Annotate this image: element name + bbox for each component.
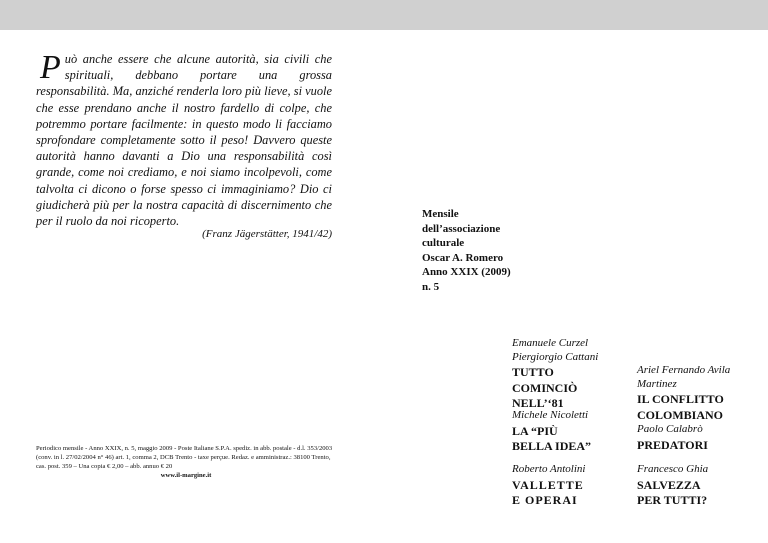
article-author: Michele Nicoletti xyxy=(512,409,589,421)
masthead-line: n. 5 xyxy=(422,280,440,293)
masthead-line: Anno XXIX (2009) xyxy=(422,266,511,279)
quote-attribution: (Franz Jägerstätter, 1941/42) xyxy=(202,228,332,240)
toc-entry[interactable] xyxy=(512,337,627,412)
toc-entry[interactable] xyxy=(637,463,762,509)
imprint-text: Periodico mensile - Anno XXIX, n. 5, maggio 2009 - Poste Italiane S.P.A. spediz. in abb. postale - d.l. 353/2003 (conv. in l. 27/02/2004 n° 46) art. 1, comma 2, DCB Trento - taxe perçue. Redaz. e amministraz.: 38100 Trento, cas. post. 359 – Una copia € 2,00 – abb. annuo € 20 xyxy=(36,445,333,470)
article-author: Martinez xyxy=(637,377,677,390)
article-title: SALVEZZA PER TUTTI? xyxy=(637,477,708,507)
article-author: Paolo Calabrò xyxy=(637,423,703,435)
toc-entry[interactable] xyxy=(512,463,627,509)
article-author: Roberto Antolini xyxy=(512,463,586,475)
masthead-line: culturale xyxy=(422,237,465,250)
imprint xyxy=(36,444,336,480)
article-title: TUTTO COMINCIÒ NELL’‘81 xyxy=(512,365,578,410)
article-title: PREDATORI xyxy=(637,437,708,452)
toc-entry[interactable] xyxy=(512,409,627,455)
drop-cap: P xyxy=(40,49,61,86)
article-author: Ariel Fernando Avila xyxy=(637,364,731,376)
article-title: IL CONFLITTO COLOMBIANO xyxy=(637,392,724,422)
masthead-line: Oscar A. Romero xyxy=(422,251,504,264)
article-author: Emanuele Curzel xyxy=(512,337,589,349)
toc-entry[interactable] xyxy=(637,423,762,453)
epigraph-quote xyxy=(36,51,332,229)
masthead-line: dell’associazione xyxy=(422,222,501,235)
quote-text: uò anche essere che alcune autorità, sia civili che spirituali, debbano portare una grossa responsabilità. Ma, anziché renderla loro più lieve, si vuole che esse prendano anche il nostro fardello di colpe, che potremmo portare facilmente: in questo modo li facciamo sprofondare completamente sotto il peso! Davvero queste autorità hanno davanti a Dio una responsabilità così grande, come noi crediamo, e noi siamo incolpevoli, come talvolta ci dicono o forse spesso ci immaginiamo? Dio ci giudicherà più per la nostra capacità di discernimento che per il ruolo da noi ricoperto. xyxy=(36,52,332,229)
masthead xyxy=(422,207,542,295)
top-bar xyxy=(0,0,768,30)
toc-entry[interactable] xyxy=(637,364,762,423)
article-title: LA “PIÙ BELLA IDEA” xyxy=(512,423,592,453)
article-author: Francesco Ghia xyxy=(637,463,709,475)
article-author: Piergiorgio Cattani xyxy=(512,350,599,363)
masthead-line: Mensile xyxy=(422,208,459,220)
article-title: VALLETTE E OPERAI xyxy=(512,477,584,507)
website-link[interactable]: www.il-margine.it xyxy=(160,472,212,479)
